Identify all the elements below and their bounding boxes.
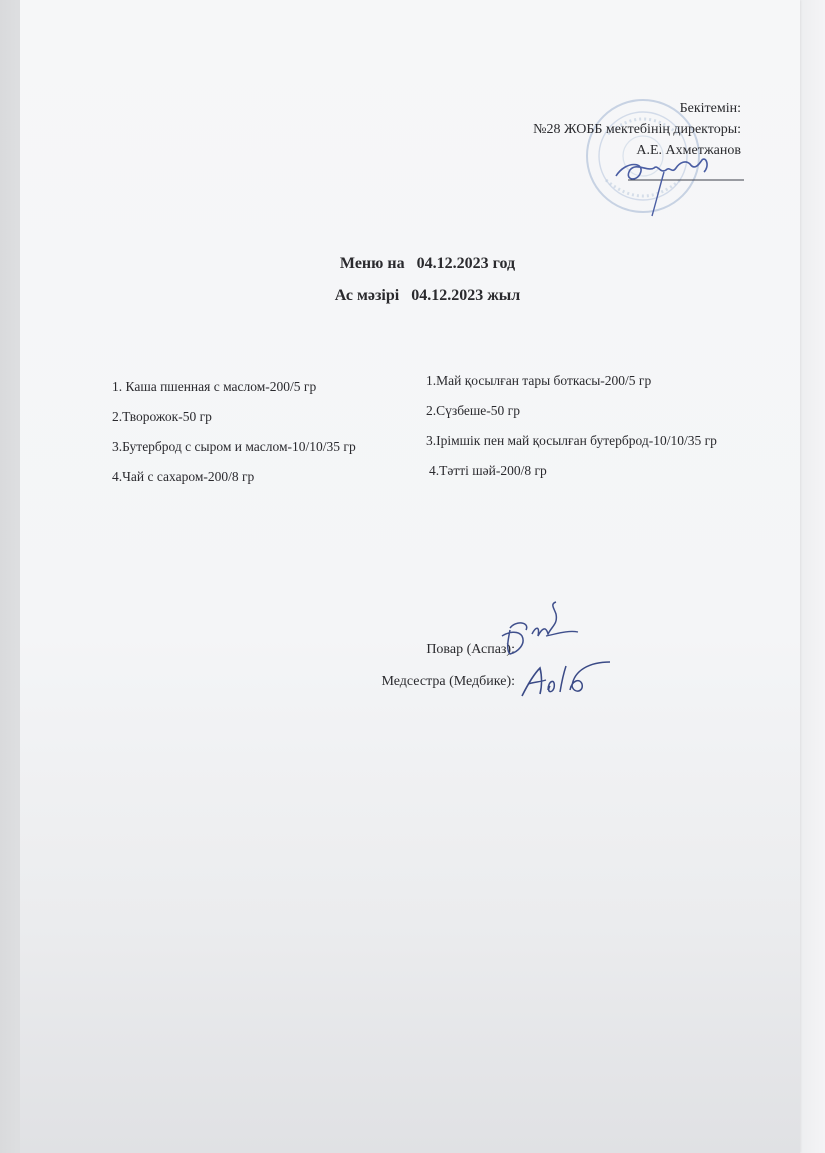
title-ru-label: Меню на [339, 255, 405, 272]
title-kz-label: Ас мәзірі [334, 287, 400, 304]
approval-position: №28 ЖОББ мектебінің директоры: [533, 122, 741, 137]
menu-list-ru [112, 372, 356, 492]
menu-item-kz: 1.Май қосылған тары боткасы-200/5 гр [426, 373, 652, 388]
menu-item-kz: 4.Тәтті шәй-200/8 гр [429, 463, 547, 478]
menu-list-kz [426, 366, 717, 486]
nurse-label: Медсестра (Медбике): [381, 674, 515, 689]
nurse-signature [518, 656, 618, 706]
menu-item-ru: 3.Бутерброд с сыром и маслом-10/10/35 гр [112, 439, 356, 454]
approval-name: А.Е. Ахметжанов [636, 143, 741, 158]
menu-item-kz: 2.Сүзбеше-50 гр [426, 403, 520, 418]
cook-signature [496, 600, 586, 660]
title-ru-date: 04.12.2023 год [416, 255, 516, 272]
approval-heading: Бекітемін: [679, 101, 741, 116]
menu-item-ru: 1. Каша пшенная с маслом-200/5 гр [112, 379, 317, 394]
signature-block [382, 634, 516, 698]
title-kz-row [0, 280, 825, 312]
title-kz-date: 04.12.2023 жыл [411, 287, 521, 304]
menu-item-kz: 3.Ірімшік пен май қосылған бутерброд-10/10/35 гр [426, 433, 717, 448]
menu-item-ru: 4.Чай с сахаром-200/8 гр [112, 469, 255, 484]
menu-title [0, 248, 825, 312]
menu-item-ru: 2.Творожок-50 гр [112, 409, 212, 424]
title-ru-row [0, 248, 825, 280]
director-signature [606, 150, 756, 220]
cook-label: Повар (Аспаз): [426, 642, 515, 657]
